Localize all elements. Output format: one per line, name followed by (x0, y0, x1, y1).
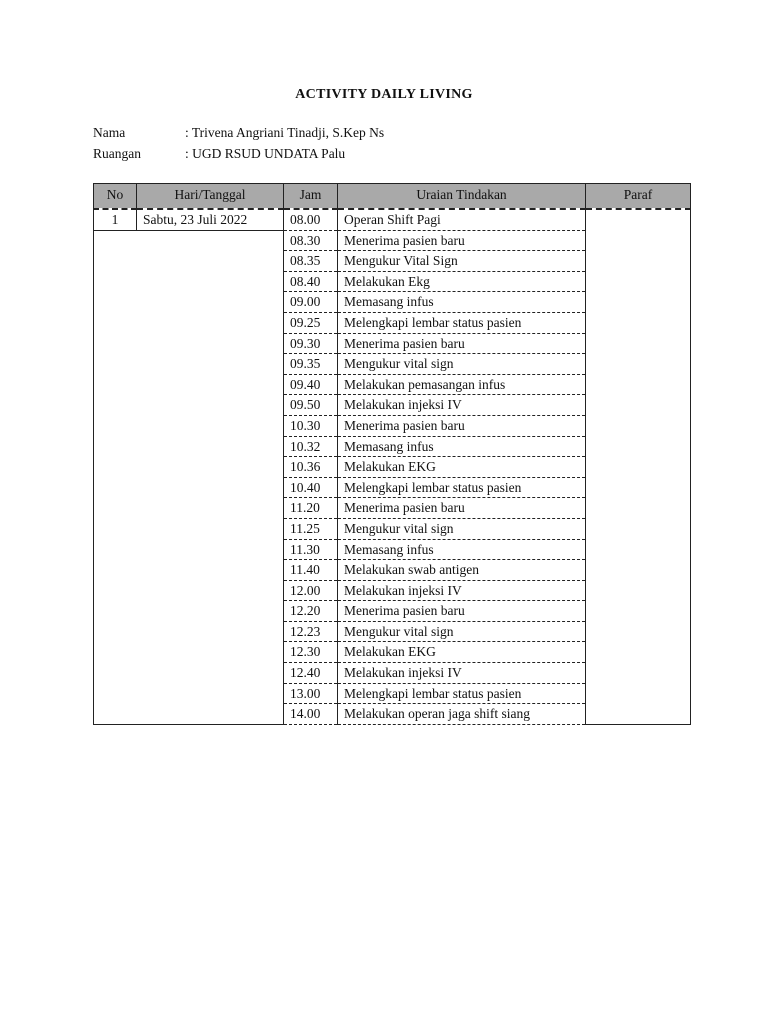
cell-uraian: Operan Shift Pagi (338, 209, 586, 230)
cell-uraian: Memasang infus (338, 539, 586, 560)
cell-jam: 08.40 (284, 271, 338, 292)
cell-uraian: Mengukur Vital Sign (338, 251, 586, 272)
cell-jam: 11.30 (284, 539, 338, 560)
cell-jam: 12.40 (284, 663, 338, 684)
table-header-row (94, 184, 691, 210)
cell-jam: 11.20 (284, 498, 338, 519)
cell-uraian: Melakukan swab antigen (338, 560, 586, 581)
nama-value: : Trivena Angriani Tinadji, S.Kep Ns (185, 125, 385, 140)
cell-uraian: Melakukan pemasangan infus (338, 374, 586, 395)
cell-no: 1 (94, 209, 137, 230)
ruangan-label: Ruangan (93, 146, 141, 161)
header-paraf: Paraf (586, 184, 691, 210)
cell-uraian: Melakukan Ekg (338, 271, 586, 292)
ruangan-value: : UGD RSUD UNDATA Palu (185, 146, 346, 161)
cell-jam: 08.30 (284, 230, 338, 251)
cell-jam: 08.35 (284, 251, 338, 272)
header-hari-tanggal: Hari/Tanggal (137, 184, 284, 210)
cell-uraian: Melakukan injeksi IV (338, 663, 586, 684)
cell-jam: 09.50 (284, 395, 338, 416)
header-no: No (94, 184, 137, 210)
cell-jam: 12.00 (284, 580, 338, 601)
cell-jam: 09.40 (284, 374, 338, 395)
cell-jam: 13.00 (284, 683, 338, 704)
cell-jam: 09.35 (284, 354, 338, 375)
cell-jam: 14.00 (284, 704, 338, 725)
cell-uraian: Memasang infus (338, 292, 586, 313)
cell-uraian: Melengkapi lembar status pasien (338, 683, 586, 704)
cell-uraian: Memasang infus (338, 436, 586, 457)
cell-paraf (586, 209, 691, 724)
cell-jam: 10.30 (284, 415, 338, 436)
cell-jam: 12.23 (284, 621, 338, 642)
cell-uraian: Melengkapi lembar status pasien (338, 477, 586, 498)
cell-hari-tanggal: Sabtu, 23 Juli 2022 (137, 209, 284, 230)
cell-jam: 10.36 (284, 457, 338, 478)
cell-uraian: Melengkapi lembar status pasien (338, 312, 586, 333)
cell-uraian: Mengukur vital sign (338, 354, 586, 375)
nama-label: Nama (93, 125, 126, 140)
cell-merged-blank (94, 230, 284, 724)
document-title: ACTIVITY DAILY LIVING (295, 87, 473, 102)
cell-jam: 11.40 (284, 560, 338, 581)
cell-uraian: Menerima pasien baru (338, 230, 586, 251)
cell-uraian: Melakukan injeksi IV (338, 580, 586, 601)
header-uraian-tindakan: Uraian Tindakan (338, 184, 586, 210)
cell-jam: 10.40 (284, 477, 338, 498)
cell-uraian: Menerima pasien baru (338, 333, 586, 354)
cell-uraian: Mengukur vital sign (338, 518, 586, 539)
header-jam: Jam (284, 184, 338, 210)
activity-table (93, 183, 691, 725)
cell-jam: 12.30 (284, 642, 338, 663)
cell-uraian: Melakukan EKG (338, 457, 586, 478)
cell-uraian: Mengukur vital sign (338, 621, 586, 642)
cell-jam: 09.00 (284, 292, 338, 313)
cell-uraian: Melakukan EKG (338, 642, 586, 663)
cell-uraian: Melakukan operan jaga shift siang (338, 704, 586, 725)
cell-jam: 10.32 (284, 436, 338, 457)
cell-jam: 11.25 (284, 518, 338, 539)
cell-jam: 09.25 (284, 312, 338, 333)
cell-uraian: Menerima pasien baru (338, 498, 586, 519)
cell-jam: 12.20 (284, 601, 338, 622)
cell-uraian: Melakukan injeksi IV (338, 395, 586, 416)
table-row (94, 209, 691, 230)
cell-uraian: Menerima pasien baru (338, 415, 586, 436)
cell-jam: 08.00 (284, 209, 338, 230)
cell-jam: 09.30 (284, 333, 338, 354)
cell-uraian: Menerima pasien baru (338, 601, 586, 622)
